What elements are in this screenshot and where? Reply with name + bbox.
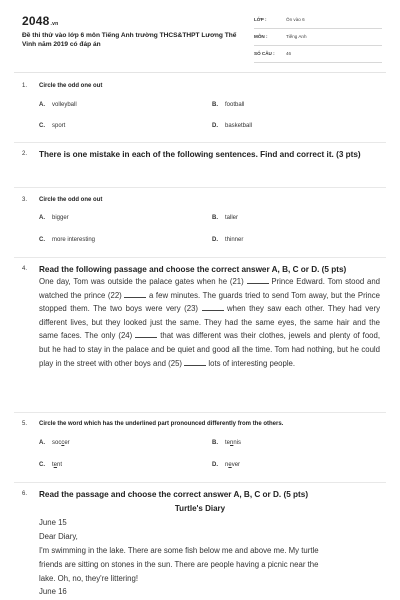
- meta-key: MÔN :: [254, 34, 268, 39]
- question-number: 5.: [22, 421, 28, 427]
- option-d[interactable]: D. thinner: [212, 237, 244, 243]
- divider: [14, 72, 386, 73]
- diary-line: I'm swimming in the lake. There are some fish below me and above me. My turtle: [39, 546, 319, 555]
- option-d[interactable]: D. never: [212, 462, 241, 468]
- divider: [14, 257, 386, 258]
- divider: [14, 142, 386, 143]
- option-a[interactable]: A. soccer: [39, 440, 70, 446]
- option-c[interactable]: C. sport: [39, 123, 66, 129]
- option-a[interactable]: A. bigger: [39, 215, 69, 221]
- question-number: 1.: [22, 83, 28, 89]
- divider: [14, 482, 386, 483]
- question-number: 2.: [22, 151, 28, 157]
- question-number: 4.: [22, 266, 28, 272]
- meta-value: Tiếng Anh: [286, 34, 307, 39]
- meta-value: Ôn vào 6: [286, 17, 305, 22]
- reading-passage: One day, Tom was outside the palace gates when he (21) Prince Edward. Tom stood and watched the prince (22) a few minutes. The guards tried to send Tom away, but the Prince stopped them. The two boys were very (23) when they saw each other. They had very different lives, but they looked just the same. They had the same eyes, the same hair and the same faces. The only (24) that was different was their clothes, jewels and plenty of food, but he had to stay in the palace and be quiet and good all the time. Tom had nothing, but he could play in the street with other boys and (25) lots of interesting people.: [39, 277, 381, 368]
- question-title: Read the following passage and choose the correct answer A, B, C or D. (5 pts): [39, 265, 347, 274]
- divider: [14, 187, 386, 188]
- diary-line: June 16: [39, 587, 67, 596]
- option-d[interactable]: D. basketball: [212, 123, 253, 129]
- option-b[interactable]: B. tennis: [212, 440, 242, 446]
- blank-21[interactable]: [247, 277, 269, 284]
- diary-line: lake. Oh, no, they're littering!: [39, 574, 138, 583]
- option-c[interactable]: C. tent: [39, 462, 63, 468]
- logo-text: 2048: [22, 14, 50, 28]
- option-a[interactable]: A. volleyball: [39, 102, 77, 108]
- blank-23[interactable]: [202, 304, 224, 311]
- meta-key: SỐ CÂU :: [254, 51, 275, 56]
- option-c[interactable]: C. more interesting: [39, 237, 96, 243]
- question-title: Circle the odd one out: [39, 83, 103, 89]
- logo-suffix: .vn: [50, 21, 59, 27]
- question-title: There is one mistake in each of the following sentences. Find and correct it. (3 pts): [39, 150, 361, 159]
- meta-box: [254, 14, 382, 65]
- blank-24[interactable]: [135, 331, 157, 338]
- question-title: Read the passage and choose the correct answer A, B, C or D. (5 pts): [39, 490, 309, 499]
- question-title: Circle the odd one out: [39, 197, 103, 203]
- document-header: [0, 0, 400, 70]
- diary-line: June 15: [39, 518, 67, 527]
- diary-line: friends are sitting on stones in the sun. There are people having a picnic near the: [39, 560, 319, 569]
- meta-row-count: [254, 48, 382, 63]
- meta-row-subject: [254, 31, 382, 46]
- meta-value: 46: [286, 51, 292, 56]
- site-logo[interactable]: [22, 14, 58, 28]
- blank-22[interactable]: [124, 291, 146, 298]
- meta-key: LỚP :: [254, 17, 267, 22]
- question-title: Circle the word which has the underlined part pronounced differently from the others.: [39, 421, 284, 427]
- document-title: Đề thi thử vào lớp 6 môn Tiếng Anh trường THCS&THPT Lương Thế Vinh năm 2019 có đáp án: [22, 32, 237, 48]
- option-b[interactable]: B. taller: [212, 215, 239, 221]
- option-b[interactable]: B. football: [212, 102, 245, 108]
- diary-title: Turtle's Diary: [174, 504, 226, 513]
- meta-row-class: [254, 14, 382, 29]
- blank-25[interactable]: [184, 359, 206, 366]
- divider: [14, 412, 386, 413]
- question-number: 6.: [22, 491, 28, 497]
- diary-line: Dear Diary,: [39, 532, 78, 541]
- question-number: 3.: [22, 197, 28, 203]
